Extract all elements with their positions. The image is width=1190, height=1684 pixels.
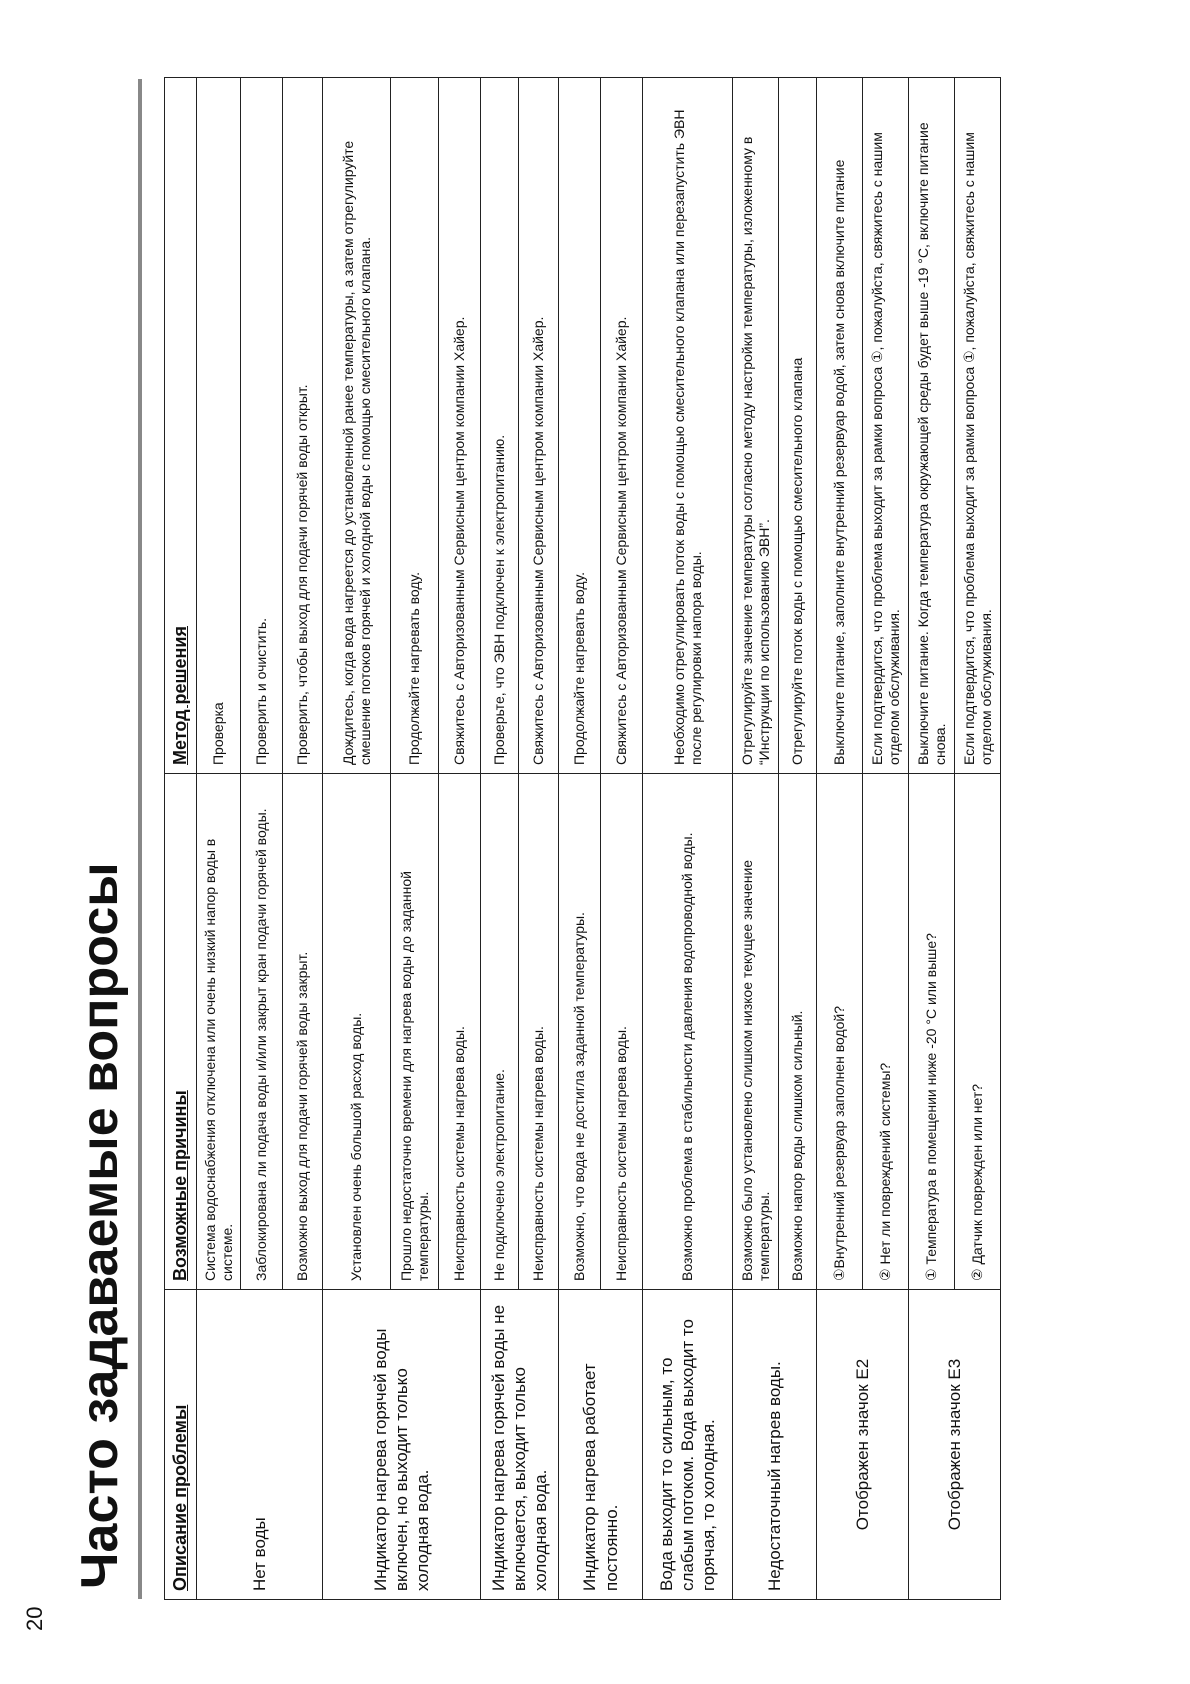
solution-cell: Дождитесь, когда вода нагреется до установленной ранее температуры, а затем отрегулируйте смешение потоков горячей и холодной воды с помощью смесительного клапана. (323, 78, 391, 774)
page-number: 20 (22, 1606, 47, 1631)
table-row (909, 78, 955, 1600)
solution-cell: Выключите питание. Когда температура окружающей среды будет выше -19 °C, включите питание снова. (909, 78, 955, 774)
table-row (643, 78, 733, 1600)
problem-cell: Нет воды (197, 1290, 323, 1600)
solution-cell: Отрегулируйте значение температуры согласно методу настройки температуры, изложенному в “Инструкции по использованию ЭВН”. (733, 78, 779, 774)
cause-cell: Возможно было установлено слишком низкое текущее значение температуры. (733, 774, 779, 1290)
cause-cell: Заблокирована ли подача воды и/или закрыт кран подачи горячей воды. (241, 774, 283, 1290)
table-row (559, 78, 601, 1600)
cause-cell: Возможно проблема в стабильности давления водопроводной воды. (643, 774, 733, 1290)
solution-cell: Если подтвердится, что проблема выходит за рамки вопроса ①, пожалуйста, свяжитесь с нашим отделом обслуживания. (955, 78, 1001, 774)
header-cause: Возможные причины (165, 774, 197, 1290)
table-row (481, 78, 519, 1600)
cause-cell: Неисправность системы нагрева воды. (601, 774, 643, 1290)
table-row (817, 78, 863, 1600)
solution-cell: Свяжитесь с Авторизованным Сервисным центром компании Хайер. (601, 78, 643, 774)
cause-cell: Возможно напор воды слишком сильный. (779, 774, 817, 1290)
cause-cell: Не подключено электропитание. (481, 774, 519, 1290)
cause-cell: ② Датчик поврежден или нет? (955, 774, 1001, 1290)
table-row (197, 78, 241, 1600)
solution-cell: Проверить, чтобы выход для подачи горячей воды открыт. (283, 78, 323, 774)
solution-cell: Свяжитесь с Авторизованным Сервисным центром компании Хайер. (439, 78, 481, 774)
title-divider (138, 79, 142, 1599)
problem-cell: Вода выходит то сильным, то слабым потоком. Вода выходит то горячая, то холодная. (643, 1290, 733, 1600)
problem-cell: Недостаточный нагрев воды. (733, 1290, 817, 1600)
cause-cell: Возможно, что вода не достигла заданной температуры. (559, 774, 601, 1290)
problem-cell: Индикатор нагрева горячей воды не включается, выходит только холодная вода. (481, 1290, 559, 1600)
header-solution: Метод решения (165, 78, 197, 774)
table-header-row (165, 78, 197, 1600)
cause-cell: Система водоснабжения отключена или очень низкий напор воды в системе. (197, 774, 241, 1290)
solution-cell: Отрегулируйте поток воды с помощью смесительного клапана (779, 78, 817, 774)
cause-cell: Возможно выход для подачи горячей воды закрыт. (283, 774, 323, 1290)
header-problem: Описание проблемы (165, 1290, 197, 1600)
cause-cell: Неисправность системы нагрева воды. (519, 774, 559, 1290)
solution-cell: Если подтвердится, что проблема выходит за рамки вопроса ①, пожалуйста, свяжитесь с нашим отделом обслуживания. (863, 78, 909, 774)
solution-cell: Продолжайте нагревать воду. (391, 78, 439, 774)
solution-cell: Проверка (197, 78, 241, 774)
solution-cell: Проверить и очистить. (241, 78, 283, 774)
problem-cell: Отображен значок E2 (817, 1290, 909, 1600)
solution-cell: Продолжайте нагревать воду. (559, 78, 601, 774)
cause-cell: ② Нет ли повреждений системы? (863, 774, 909, 1290)
solution-cell: Выключите питание, заполните внутренний резервуар водой, затем снова включите питание (817, 78, 863, 774)
table-row (733, 78, 779, 1600)
problem-cell: Отображен значок E3 (909, 1290, 1001, 1600)
problem-cell: Индикатор нагрева работает постоянно. (559, 1290, 643, 1600)
cause-cell: ① Температура в помещении ниже -20 °C или выше? (909, 774, 955, 1290)
problem-cell: Индикатор нагрева горячей воды включен, но выходит только холодная вода. (323, 1290, 481, 1600)
solution-cell: Свяжитесь с Авторизованным Сервисным центром компании Хайер. (519, 78, 559, 774)
solution-cell: Необходимо отрегулировать поток воды с помощью смесительного клапана или перезапустить ЭВН после регулировки напора воды. (643, 78, 733, 774)
table-row (323, 78, 391, 1600)
solution-cell: Проверьте, что ЭВН подключен к электропитанию. (481, 78, 519, 774)
faq-table (164, 77, 1001, 1600)
cause-cell: Неисправность системы нагрева воды. (439, 774, 481, 1290)
cause-cell: Установлен очень большой расход воды. (323, 774, 391, 1290)
cause-cell: Прошло недостаточно времени для нагрева воды до заданной температуры. (391, 774, 439, 1290)
cause-cell: ①Внутренний резервуар заполнен водой? (817, 774, 863, 1290)
page-title: Часто задаваемые вопросы (71, 862, 129, 1589)
